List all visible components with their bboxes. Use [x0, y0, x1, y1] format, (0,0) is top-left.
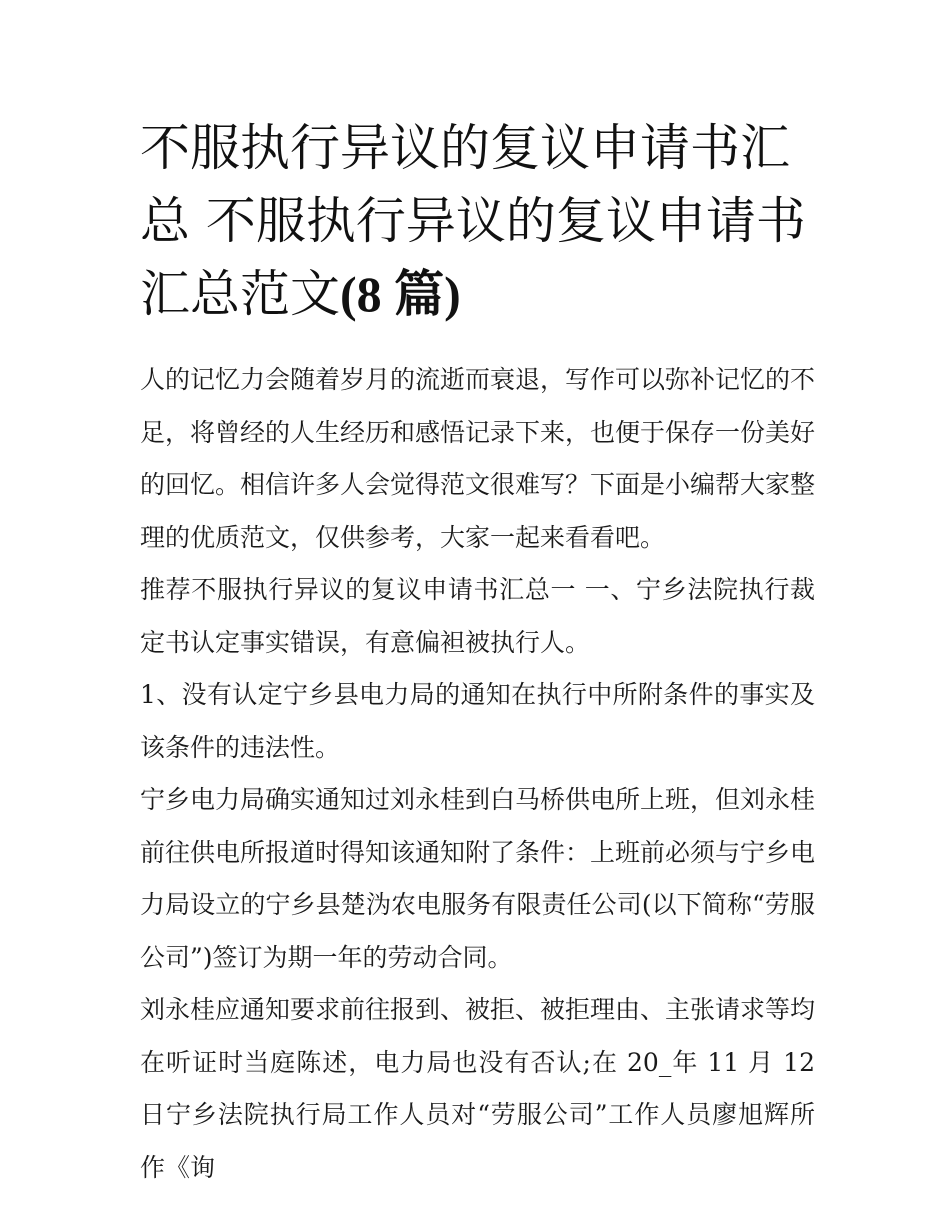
- document-title: [140, 112, 820, 331]
- document-title-count: (8 篇): [340, 266, 461, 322]
- document-body: [140, 354, 815, 1194]
- paragraph-facts: 宁乡电力局确实通知过刘永桂到白马桥供电所上班，但刘永桂前往供电所报道时得知该通知附了条件：上班前必须与宁乡电力局设立的宁乡县楚沩农电服务有限责任公司(以下简称“劳服公司”)签订为期一年的劳动合同。: [140, 785, 816, 972]
- document-title-main: 不服执行异议的复议申请书汇总 不服执行异议的复议申请书汇总范文: [140, 119, 806, 323]
- paragraph-hearing: 刘永桂应通知要求前往报到、被拒、被拒理由、主张请求等均在听证时当庭陈述，电力局也没有否认;在 20_年 11 月 12 日宁乡法院执行局工作人员对“劳服公司”工作人员廖旭辉所作《询: [140, 995, 816, 1182]
- paragraph-recommendation: 推荐不服执行异议的复议申请书汇总一 一、宁乡法院执行裁定书认定事实错误，有意偏袒被执行人。: [140, 575, 815, 657]
- paragraph-intro: 人的记忆力会随着岁月的流逝而衰退，写作可以弥补记忆的不足，将曾经的人生经历和感悟记录下来，也便于保存一份美好的回忆。相信许多人会觉得范文很难写？下面是小编帮大家整理的优质范文，仅供参考，大家一起来看看吧。: [140, 365, 816, 552]
- paragraph-point-1: 1、没有认定宁乡县电力局的通知在执行中所附条件的事实及该条件的违法性。: [140, 680, 815, 762]
